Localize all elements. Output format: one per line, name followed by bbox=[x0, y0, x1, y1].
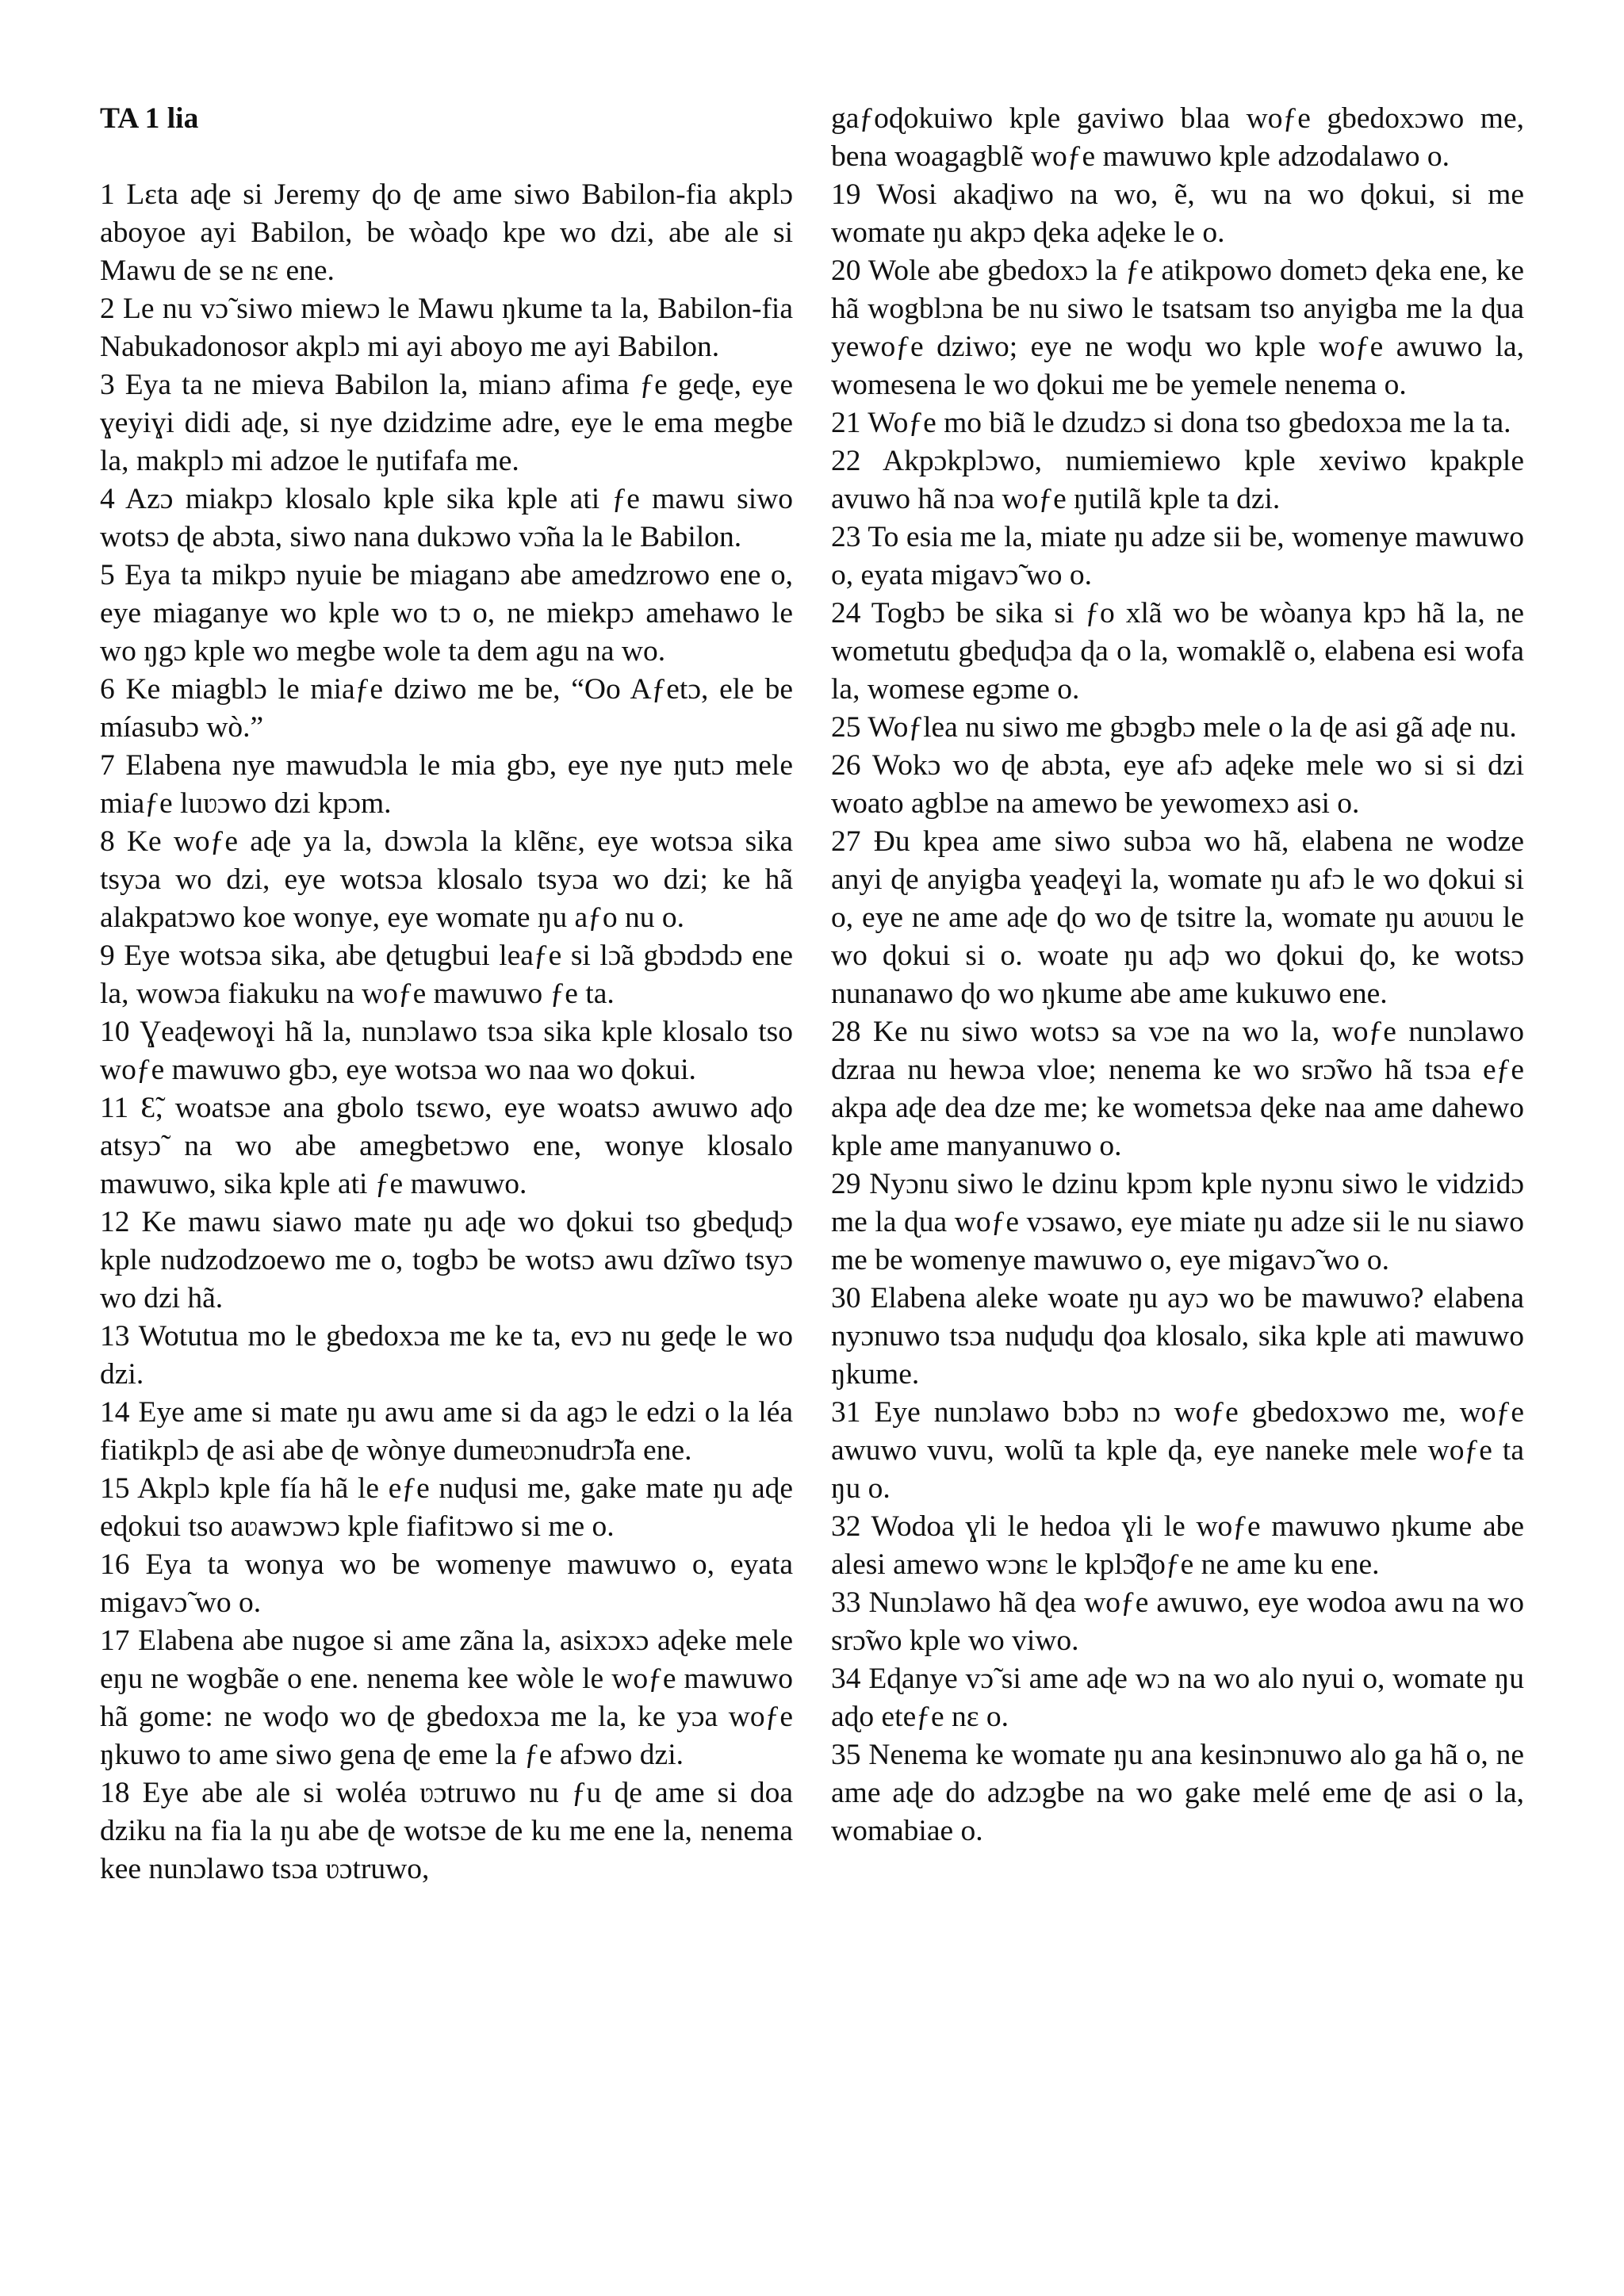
right-column bbox=[831, 100, 1524, 1850]
verse-paragraph: 19 Wosi akaɖiwo na wo, ẽ, wu na wo ɖokui, si me womate ŋu akpɔ ɖeka aɖeke le o. bbox=[831, 178, 1524, 249]
verse-paragraph: 23 To esia me la, miate ŋu adze sii be, womenye mawuwo o, eyata migavɔ̃ wo o. bbox=[831, 521, 1524, 591]
verse-paragraph: 31 Eye nunɔlawo bɔbɔ nɔ woƒe gbedoxɔwo me, woƒe awuwo vuvu, wolũ ta kple ɖa, eye naneke mele woƒe ta ŋu o. bbox=[831, 1396, 1524, 1505]
verse-paragraph: gaƒoɖokuiwo kple gaviwo blaa woƒe gbedoxɔwo me, bena woagagblẽ woƒe mawuwo kple adzodalawo o. bbox=[831, 102, 1524, 173]
verse-paragraph: 32 Wodoa ɣli le hedoa ɣli le woƒe mawuwo ŋkume abe alesi amewo wɔnɛ le kplɔ̃ɖoƒe ne ame ku ene. bbox=[831, 1510, 1524, 1581]
verse-paragraph: 5 Eya ta mikpɔ nyuie be miaganɔ abe amedzrowo ene o, eye miaganye wo kple wo tɔ o, ne miekpɔ amehawo le wo ŋgɔ kple wo megbe wole ta dem agu na wo. bbox=[100, 559, 793, 668]
verse-paragraph: 35 Nenema ke womate ŋu ana kesinɔnuwo alo ga hã o, ne ame aɖe do adzɔgbe na wo gake melé eme ɖe asi o la, womabiae o. bbox=[831, 1739, 1524, 1847]
verse-paragraph: 27 Ɖu kpea ame siwo subɔa wo hã, elabena ne wodze anyi ɖe anyigba ɣeaɖeɣi la, womate ŋu afɔ le wo ɖokui si o, eye ne ame aɖe ɖo wo ɖe tsitre la, womate ŋu aʋuʋu le wo ɖokui si o. woate ŋu aɖɔ wo ɖokui ɖo, ke wotsɔ nunanawo ɖo wo ŋkume abe ame kukuwo ene. bbox=[831, 825, 1524, 1010]
verse-paragraph: 22 Akpɔkplɔwo, numiemiewo kple xeviwo kpakple avuwo hã nɔa woƒe ŋutilã kple ta dzi. bbox=[831, 445, 1524, 515]
verse-paragraph: 9 Eye wotsɔa sika, abe ɖetugbui leaƒe si lɔ̃a gbɔdɔdɔ ene la, wowɔa fiakuku na woƒe mawuwo ƒe ta. bbox=[100, 939, 793, 1010]
verse-paragraph: 20 Wole abe gbedoxɔ la ƒe atikpowo dometɔ ɖeka ene, ke hã wogblɔna be nu siwo le tsatsam tso anyigba me la ɖua yewoƒe dziwo; eye ne woɖu wo kple woƒe awuwo la, womesena le wo ɖokui me be yemele nenema o. bbox=[831, 254, 1524, 401]
verse-paragraph: 16 Eya ta wonya wo be womenye mawuwo o, eyata migavɔ̃ wo o. bbox=[100, 1548, 793, 1619]
verse-paragraph: 13 Wotutua mo le gbedoxɔa me ke ta, evɔ nu geɖe le wo dzi. bbox=[100, 1320, 793, 1391]
verse-paragraph: 33 Nunɔlawo hã ɖea woƒe awuwo, eye wodoa awu na wo srɔ̃wo kple wo viwo. bbox=[831, 1586, 1524, 1657]
verse-paragraph: 18 Eye abe ale si woléa ʋɔtruwo nu ƒu ɖe ame si doa dziku na fia la ŋu abe ɖe wotsɔe de ku me ene la, nenema kee nunɔlawo tsɔa ʋɔtruwo, bbox=[100, 1777, 793, 1885]
verse-paragraph: 29 Nyɔnu siwo le dzinu kpɔm kple nyɔnu siwo le vidzidɔ me la ɖua woƒe vɔsawo, eye miate ŋu adze sii le nu siawo me be womenye mawuwo o, eye migavɔ̃ wo o. bbox=[831, 1168, 1524, 1276]
verse-paragraph: 6 Ke miagblɔ le miaƒe dziwo me be, “Oo Aƒetɔ, ele be míasubɔ wò.” bbox=[100, 673, 793, 744]
verse-paragraph: 3 Eya ta ne mieva Babilon la, mianɔ afima ƒe geɖe, eye ɣeyiɣi didi aɖe, si nye dzidzime adre, eye le ema megbe la, makplɔ mi adzoe le ŋutifafa me. bbox=[100, 369, 793, 477]
verse-paragraph: 10 Ɣeaɖewoɣi hã la, nunɔlawo tsɔa sika kple klosalo tso woƒe mawuwo gbɔ, eye wotsɔa wo naa wo ɖokui. bbox=[100, 1016, 793, 1086]
verse-paragraph: 17 Elabena abe nugoe si ame zãna la, asixɔxɔ aɖeke mele eŋu ne wogbãe o ene. nenema kee wòle le woƒe mawuwo hã gome: ne woɖo wo ɖe gbedoxɔa me la, ke yɔa woƒe ŋkuwo to ame siwo gena ɖe eme la ƒe afɔwo dzi. bbox=[100, 1624, 793, 1771]
verse-paragraph: 7 Elabena nye mawudɔla le mia gbɔ, eye nye ŋutɔ mele miaƒe luʋɔwo dzi kpɔm. bbox=[100, 749, 793, 820]
verse-paragraph: 2 Le nu vɔ̃ siwo miewɔ le Mawu ŋkume ta la, Babilon-fia Nabukadonosor akplɔ mi ayi aboyo me ayi Babilon. bbox=[100, 293, 793, 363]
verse-paragraph: 12 Ke mawu siawo mate ŋu aɖe wo ɖokui tso gbeɖuɖɔ kple nudzodzoewo me o, togbɔ be wotsɔ awu dzĩwo tsyɔ wo dzi hã. bbox=[100, 1206, 793, 1314]
verse-paragraph: 8 Ke woƒe aɖe ya la, dɔwɔla la klẽnɛ, eye wotsɔa sika tsyɔa wo dzi, eye wotsɔa klosalo tsyɔa wo dzi; ke hã alakpatɔwo koe wonye, eye womate ŋu aƒo nu o. bbox=[100, 825, 793, 934]
verse-paragraph: 11 Ɛ̃, woatsɔe ana gbolo tsɛwo, eye woatsɔ awuwo aɖo atsyɔ̃ na wo abe amegbetɔwo ene, wonye klosalo mawuwo, sika kple ati ƒe mawuwo. bbox=[100, 1092, 793, 1200]
verse-paragraph: 30 Elabena aleke woate ŋu ayɔ wo be mawuwo? elabena nyɔnuwo tsɔa nuɖuɖu ɖoa klosalo, sika kple ati mawuwo ŋkume. bbox=[831, 1282, 1524, 1391]
verse-paragraph: 25 Woƒlea nu siwo me gbɔgbɔ mele o la ɖe asi gã aɖe nu. bbox=[831, 711, 1517, 744]
verse-paragraph: 1 Lɛta aɖe si Jeremy ɖo ɖe ame siwo Babilon-fia akplɔ aboyoe ayi Babilon, be wòaɖo kpe wo dzi, abe ale si Mawu de se nɛ ene. bbox=[100, 178, 793, 287]
verse-paragraph: 26 Wokɔ wo ɖe abɔta, eye afɔ aɖeke mele wo si si dzi woato agblɔe na amewo be yewomexɔ asi o. bbox=[831, 749, 1524, 820]
document-page bbox=[100, 100, 1524, 1888]
chapter-title: TA 1 lia bbox=[100, 102, 199, 135]
verse-paragraph: 15 Akplɔ kple fía hã le eƒe nuɖusi me, gake mate ŋu aɖe eɖokui tso aʋawɔwɔ kple fiafitɔwo si me o. bbox=[100, 1472, 793, 1543]
left-column bbox=[100, 100, 793, 1888]
verse-paragraph: 21 Woƒe mo biã le dzudzɔ si dona tso gbedoxɔa me la ta. bbox=[831, 407, 1511, 439]
verse-paragraph: 28 Ke nu siwo wotsɔ sa vɔe na wo la, woƒe nunɔlawo dzraa nu hewɔa vloe; nenema ke wo srɔ̃wo hã tsɔa eƒe akpa aɖe dea dze me; ke wometsɔa ɖeke naa ame dahewo kple ame manyanuwo o. bbox=[831, 1016, 1524, 1162]
verse-paragraph: 4 Azɔ miakpɔ klosalo kple sika kple ati ƒe mawu siwo wotsɔ ɖe abɔta, siwo nana dukɔwo vɔ̃na la le Babilon. bbox=[100, 483, 793, 553]
verse-paragraph: 24 Togbɔ be sika si ƒo xlã wo be wòanya kpɔ hã la, ne wometutu gbeɖuɖɔa ɖa o la, womaklẽ o, elabena esi wofa la, womese egɔme o. bbox=[831, 597, 1524, 706]
verse-paragraph: 14 Eye ame si mate ŋu awu ame si da agɔ le edzi o la léa fiatikplɔ ɖe asi abe ɖe wònye dumeʋɔnudrɔ̃la ene. bbox=[100, 1396, 793, 1467]
verse-paragraph: 34 Eɖanye vɔ̃ si ame aɖe wɔ na wo alo nyui o, womate ŋu aɖo eteƒe nɛ o. bbox=[831, 1663, 1524, 1733]
